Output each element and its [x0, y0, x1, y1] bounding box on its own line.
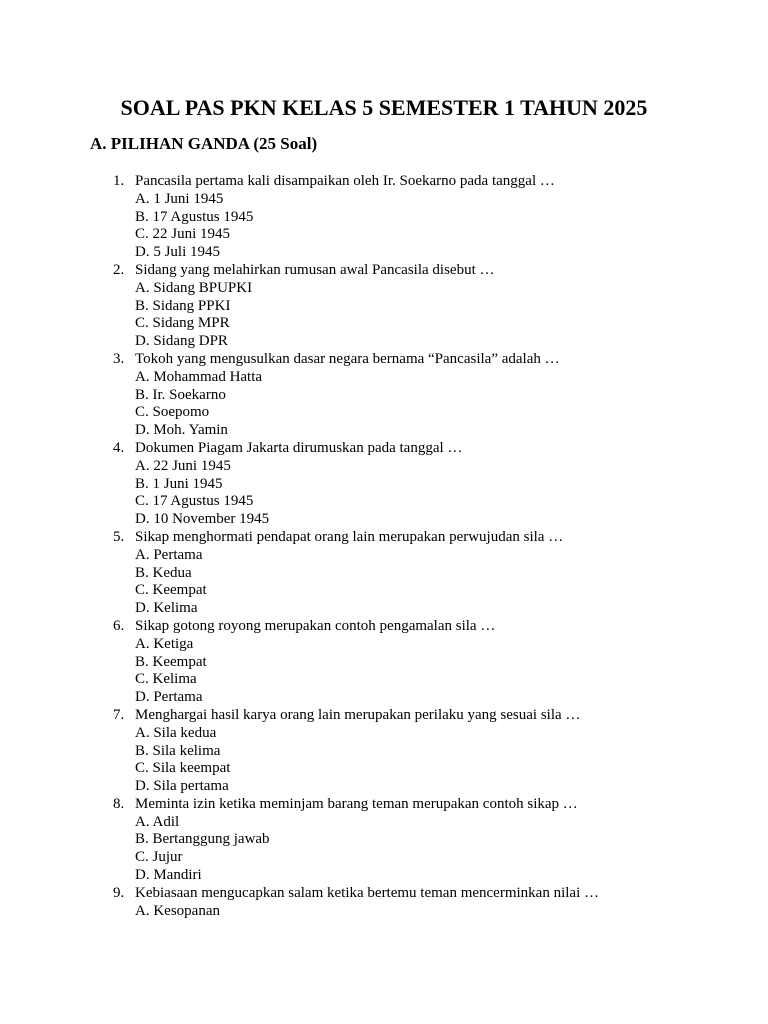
question-number: 7.: [113, 706, 125, 723]
option-a: A. Adil: [135, 813, 180, 830]
option-list: [0, 458, 768, 529]
question-text: Pancasila pertama kali disampaikan oleh Ir. Soekarno pada tanggal …: [135, 173, 555, 189]
question-item: [0, 351, 768, 440]
option-b: B. Kedua: [135, 564, 192, 581]
option-list: [0, 636, 768, 707]
question-number: 8.: [113, 795, 125, 812]
option-a: A. Kesopanan: [135, 902, 220, 919]
option-b: B. Ir. Soekarno: [135, 386, 226, 403]
option-list: [0, 280, 768, 351]
question-text: Dokumen Piagam Jakarta dirumuskan pada tanggal …: [135, 439, 463, 456]
option-b: B. 17 Agustus 1945: [135, 208, 254, 225]
option-b: B. Sila kelima: [135, 742, 221, 759]
question-item: [0, 618, 768, 707]
question-number: 9.: [113, 884, 125, 901]
question-text: Sikap menghormati pendapat orang lain merupakan perwujudan sila …: [135, 528, 564, 545]
question-text: Menghargai hasil karya orang lain merupakan perilaku yang sesuai sila …: [135, 706, 581, 723]
option-b: B. Sidang PPKI: [135, 297, 231, 314]
section-heading: A. PILIHAN GANDA (25 Soal): [90, 134, 318, 153]
option-c: C. Sidang MPR: [135, 315, 230, 332]
option-c: C. 22 Juni 1945: [135, 226, 231, 243]
question-number: 6.: [113, 617, 125, 634]
question-number: 1.: [113, 173, 125, 189]
question-item: [0, 440, 768, 529]
question-item: [0, 262, 768, 351]
option-b: B. 1 Juni 1945: [135, 475, 223, 492]
option-a: A. Mohammad Hatta: [135, 368, 263, 385]
option-d: D. 10 November 1945: [135, 511, 270, 528]
question-number: 4.: [113, 439, 125, 456]
option-c: C. Keempat: [135, 582, 207, 599]
option-a: A. Ketiga: [135, 635, 194, 652]
option-d: D. Kelima: [135, 600, 198, 617]
option-c: C. Sila keempat: [135, 760, 231, 777]
question-text: Kebiasaan mengucapkan salam ketika bertemu teman mencerminkan nilai …: [135, 884, 599, 901]
option-a: A. Sidang BPUPKI: [135, 279, 253, 296]
option-a: A. Sila kedua: [135, 724, 217, 741]
option-d: D. Mandiri: [135, 867, 202, 884]
option-a: A. Pertama: [135, 546, 203, 563]
option-c: C. Kelima: [135, 671, 197, 688]
question-text: Tokoh yang mengusulkan dasar negara bernama “Pancasila” adalah …: [135, 350, 560, 367]
option-list: [0, 814, 768, 885]
document-title: SOAL PAS PKN KELAS 5 SEMESTER 1 TAHUN 2025: [120, 95, 648, 120]
option-c: C. Soepomo: [135, 404, 210, 421]
question-number: 2.: [113, 261, 125, 278]
option-d: D. 5 Juli 1945: [135, 244, 221, 261]
question-number: 5.: [113, 528, 125, 545]
option-d: D. Sila pertama: [135, 778, 229, 795]
question-item: [0, 707, 768, 796]
option-list: [0, 903, 768, 921]
question-item: [0, 173, 768, 262]
option-d: D. Pertama: [135, 689, 203, 706]
option-list: [0, 191, 768, 262]
question-item: [0, 796, 768, 885]
question-list: [0, 173, 768, 920]
option-c: C. 17 Agustus 1945: [135, 493, 254, 510]
option-c: C. Jujur: [135, 849, 183, 866]
question-number: 3.: [113, 350, 125, 367]
option-b: B. Bertanggung jawab: [135, 831, 270, 848]
option-a: A. 1 Juni 1945: [135, 190, 224, 207]
option-list: [0, 725, 768, 796]
option-d: D. Sidang DPR: [135, 333, 228, 350]
option-a: A. 22 Juni 1945: [135, 457, 231, 474]
question-text: Sikap gotong royong merupakan contoh pengamalan sila …: [135, 617, 496, 634]
question-text: Sidang yang melahirkan rumusan awal Pancasila disebut …: [135, 261, 495, 278]
question-text: Meminta izin ketika meminjam barang teman merupakan contoh sikap …: [135, 795, 578, 812]
option-list: [0, 369, 768, 440]
option-d: D. Moh. Yamin: [135, 422, 228, 439]
option-list: [0, 547, 768, 618]
question-item: [0, 529, 768, 618]
question-item: [0, 885, 768, 921]
option-b: B. Keempat: [135, 653, 207, 670]
